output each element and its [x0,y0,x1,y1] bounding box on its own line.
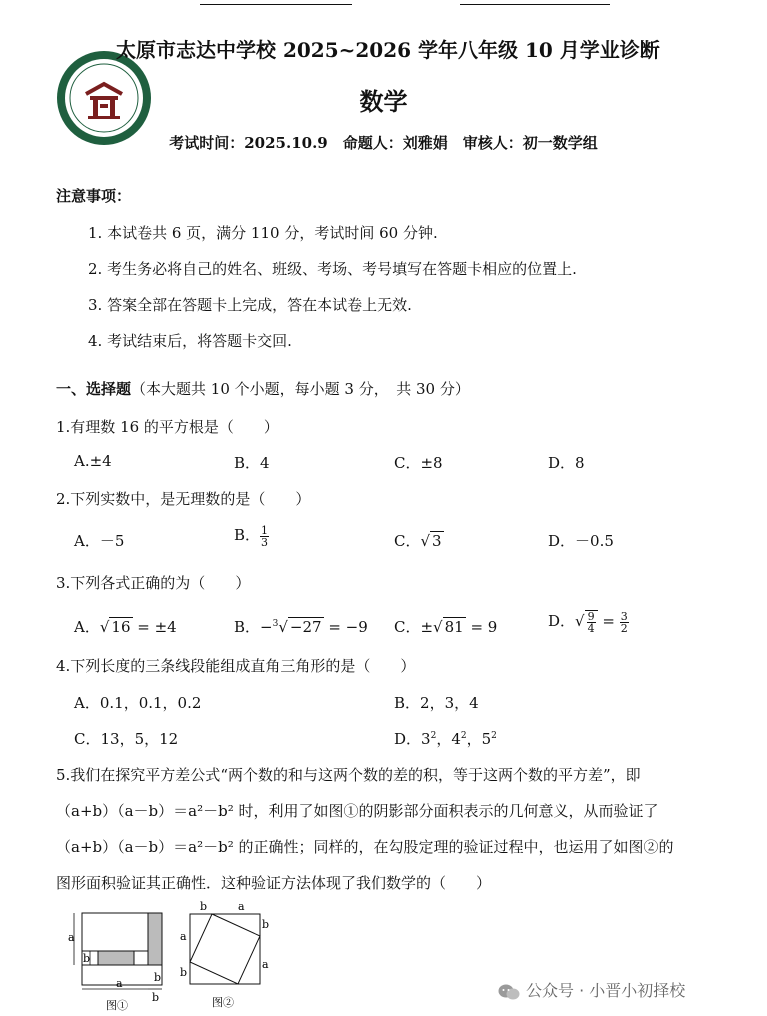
q3-d-num2: 3 [620,609,628,623]
note-item: 1. 本试卷共 6 页，满分 110 分，考试时间 60 分钟. [88,224,438,242]
q4-option-c: C．13，5，12 [74,730,179,748]
q4-d-exp: 2 [460,731,467,741]
q3-d-eq: = [597,612,620,630]
section-desc: （本大题共 10 个小题，每小题 3 分， 共 30 分） [131,380,470,398]
exam-meta: 考试时间：2025.10.9 命题人：刘雅娟 审核人：初一数学组 [169,134,598,152]
question-3-stem: 3.下列各式正确的为（ ） [56,574,251,592]
q3-a-rest: = ±4 [132,618,177,636]
question-1-stem: 1.有理数 16 的平方根是（ ） [56,418,279,436]
q3-d-prefix: D． [548,612,576,630]
note-item: 4. 考试结束后，将答题卡交回. [88,332,292,350]
q3-b-rest: = −9 [323,618,368,636]
q4-d-exp: 2 [430,731,437,741]
q1-option-a: A.±4 [74,452,112,470]
q4-option-a: A．0.1，0.1，0.2 [74,694,202,712]
q1-option-c: C．±8 [394,454,443,472]
note-item: 2. 考生务必将自己的姓名、班级、考场、考号填写在答题卡相应的位置上. [88,260,577,278]
question-5-line-3: （a+b）（a－b）＝a²－b² 的正确性；同样的，在勾股定理的验证过程中，也运用了如图②的 [56,838,674,856]
q4-d-mid1: ，4 [436,730,461,748]
q3-b-radicand: −27 [289,618,322,636]
q2-b-num: 1 [261,523,269,537]
q3-d-den2: 2 [620,621,628,635]
section-title: 一、选择题 [56,380,132,398]
question-2-stem: 2.下列实数中，是无理数的是（ ） [56,490,311,508]
q1-option-d: D．8 [548,454,585,472]
fig2-label: a [262,958,269,971]
fig2-label: a [238,900,245,913]
q3-c-prefix: C．± [394,618,434,636]
fig2-label: b [180,966,188,979]
q4-option-b: B．2，3，4 [394,694,479,712]
fig1-label: b [83,952,91,965]
fig1-label: b [152,991,160,1004]
q2-b-prefix: B． [234,526,261,544]
fig1-caption: 图① [106,999,128,1012]
q3-a-radicand: 16 [111,618,131,636]
question-4-stem: 4.下列长度的三条线段能组成直角三角形的是（ ） [56,657,416,675]
q3-b-index: 3 [272,619,279,629]
section-heading [56,378,470,399]
q3-d-den1: 4 [587,622,595,635]
q3-option-c: C．±√ 81 = 9 [394,618,498,636]
wechat-icon [498,983,520,1001]
question-5-line-4: 图形面积验证其正确性．这种验证方法体现了我们数学的（ ） [56,874,492,892]
q2-option-a: A．－5 [74,532,125,550]
subject-title: 数学 [359,87,408,116]
fig1-label: a [68,931,75,944]
q4-d-mid2: ，5 [466,730,492,748]
note-item: 3. 答案全部在答题卡上完成，答在本试卷上无效. [88,296,412,314]
q3-d-num1: 9 [587,610,595,623]
q2-option-c: C．√ 3 [394,532,442,550]
question-5-line-1: 5.我们在探究平方差公式“两个数的和与这两个数的差的积，等于这两个数的平方差”，即 [56,766,641,784]
fig2-label: b [200,900,208,913]
q2-c-radicand: 3 [432,532,442,550]
q2-b-den: 3 [261,535,269,549]
q3-option-d: D．√ $\frac{9}{4}$ = $\frac{3}{2}$ [548,609,628,635]
top-field-lines [0,0,767,10]
q3-c-rest: = 9 [465,618,498,636]
q4-d-exp: 2 [491,731,497,741]
fig1-label: a [116,977,123,990]
q3-a-prefix: A． [74,618,100,636]
q2-option-d: D．－0.5 [548,532,614,550]
q3-b-prefix: B．− [234,618,273,636]
q3-c-radicand: 81 [444,618,464,636]
q1-option-b: B．4 [234,454,270,472]
watermark-text: 公众号 · 小晋小初择校 [526,981,686,1000]
q3-option-a: A．√ 16 = ±4 [74,618,177,636]
q3-option-b: B．−$^3$√ −27 = −9 [234,618,368,636]
q2-option-b [234,524,269,548]
figure-1 [66,905,174,1011]
q3-d-fraction-2 [620,611,629,634]
fig1-label: b [154,971,162,984]
wechat-watermark [498,978,685,1001]
question-5-line-2: （a+b）（a－b）＝a²－b² 时，利用了如图①的阴影部分面积表示的几何意义，从而验证了 [56,802,659,820]
q4-d-prefix: D．3 [394,730,431,748]
notes-heading: 注意事项： [56,187,132,205]
q2-c-prefix: C． [394,532,421,550]
q2-b-fraction [260,525,269,548]
q3-d-fraction-1 [585,610,598,634]
fig2-label: a [180,930,187,943]
exam-title: 太原市志达中学校 2025~2026 学年八年级 10 月学业诊断 [116,38,660,62]
fig2-label: b [262,918,270,931]
q4-option-d [394,728,497,749]
fig2-caption: 图② [212,996,234,1009]
figure-2 [176,898,268,1010]
